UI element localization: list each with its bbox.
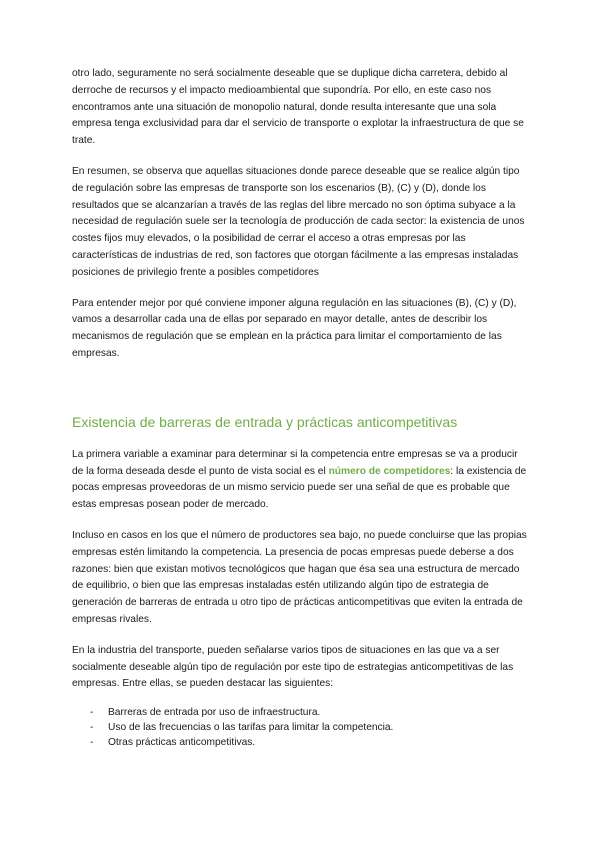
list-item — [90, 735, 530, 750]
list-dash: - — [90, 722, 94, 734]
highlighted-term: número de competidores — [328, 465, 451, 477]
paragraph-pocas-empresas: Incluso en casos en los que el número de productores sea bajo, no puede concluirse que las propias empresas estén limitando la competencia. La presencia de pocas empresas puede deberse a dos razones: bien que existan motivos tecnológicos que hagan que ésa sea una estructura de mercado de equilibrio, o bien que las empresas instaladas estén utilizando algún tipo de estrategia de generación de barreras de entrada u otro tipo de prácticas anticompetitivas que eviten la entrada de empresas rivales. — [72, 529, 527, 625]
paragraph-resumen-regulacion: En resumen, se observa que aquellas situaciones donde parece deseable que se realice algún tipo de regulación sobre las empresas de transporte son los escenarios (B), (C) y (D), donde los resultados que se alcanzarían a través de las reglas del libre mercado no son óptima subyace a la necesidad de regulación suele ser la tecnología de producción de cada sector: la existencia de unos costes fijos muy elevados, o la posibilidad de cerrar el acceso a otras empresas por las características de industrias de red, son factores que otorgan fácilmente a las empresas instaladas posiciones de privilegio frente a posibles competidores — [72, 165, 525, 278]
list-dash: - — [90, 707, 94, 719]
list-item-text: Uso de las frecuencias o las tarifas para limitar la competencia. — [108, 722, 394, 734]
paragraph-situaciones-bcd: Para entender mejor por qué conviene imponer alguna regulación en las situaciones (B), (C) y (D), vamos a desarrollar cada una de ellas por separado en mayor detalle, antes de describir los mecanismos de regulación que se emplean en la práctica para limitar el comportamiento de las empresas. — [72, 297, 517, 359]
anticompetitive-practices-list — [72, 705, 530, 750]
text-segment: : la existencia de pocas empresas proveedoras de un mismo servicio puede ser una señal de que es probable que estas empresas posean poder de mercado. — [72, 465, 527, 511]
list-item — [90, 705, 530, 720]
text-segment: La primera variable a examinar para determinar si la competencia entre empresas se va a producir de la forma deseada desde el punto de vista social es el — [72, 448, 518, 477]
document-page — [72, 66, 530, 750]
section-heading: Existencia de barreras de entrada y prácticas anticompetitivas — [72, 413, 458, 430]
list-item — [90, 720, 530, 735]
paragraph-numero-competidores — [72, 447, 530, 514]
list-item-text: Otras prácticas anticompetitivas. — [108, 737, 256, 749]
list-dash: - — [90, 737, 94, 749]
paragraph-monopolio-natural: otro lado, seguramente no será socialmente deseable que se duplique dicha carretera, debido al derroche de recursos y el impacto medioambiental que supondría. Por ello, en este caso nos encontramos ante una situación de monopolio natural, donde resulta interesante que una sola empresa tenga exclusividad para dar el servicio de transporte o explotar la infraestructura de que se trate. — [72, 68, 524, 147]
list-item-text: Barreras de entrada por uso de infraestructura. — [108, 707, 321, 719]
paragraph-industria-transporte: En la industria del transporte, pueden señalarse varios tipos de situaciones en las que va a ser socialmente deseable algún tipo de regulación por este tipo de estrategias anticompetitivas de las empresas. Entre ellas, se pueden destacar las siguientes: — [72, 644, 514, 690]
